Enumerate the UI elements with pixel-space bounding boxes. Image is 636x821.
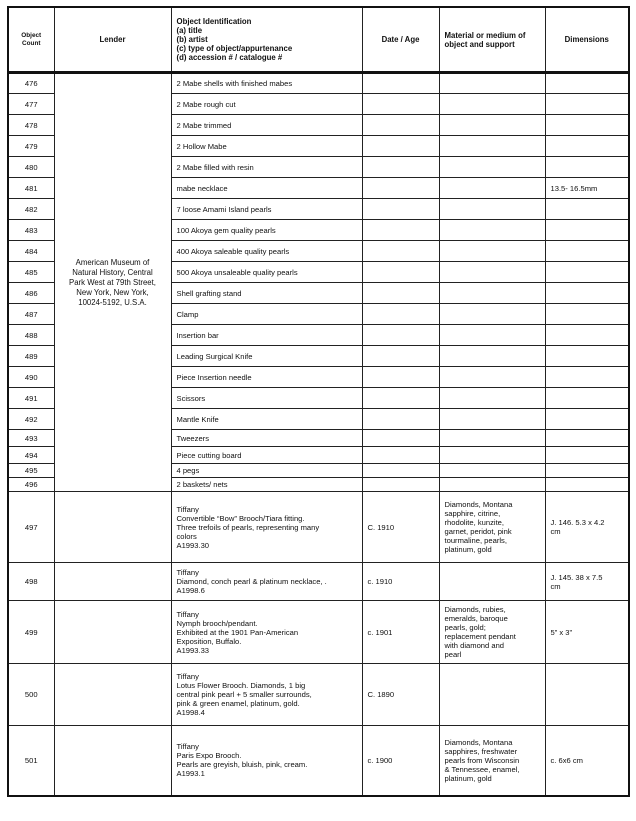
object-identification-cell	[171, 283, 362, 304]
header-ident-line: (b) artist	[176, 35, 208, 44]
identification-line: Exposition, Buffalo.	[176, 636, 242, 646]
object-identification-cell	[171, 115, 362, 136]
object-identification-cell	[171, 430, 362, 447]
date-age-cell	[362, 367, 439, 388]
date-age-cell: c. 1900	[362, 726, 439, 796]
identification-line: Shell grafting stand	[176, 288, 242, 298]
header-ident-line: (c) type of object/appurtenance	[176, 44, 293, 53]
dimensions-line: 13.5- 16.5mm	[550, 183, 598, 193]
object-identification-cell	[171, 199, 362, 220]
identification-line: Tiffany	[176, 672, 199, 681]
object-count-cell: 485	[8, 262, 54, 283]
dimensions-cell	[545, 115, 629, 136]
material-cell	[439, 492, 545, 563]
identification-line: pink & green enamel, platinum, gold.	[176, 699, 300, 708]
identification-line: Diamond, conch pearl & platinum necklace, .	[176, 577, 327, 586]
dimensions-cell	[545, 664, 629, 726]
header-object-count: Object Count	[8, 7, 54, 73]
identification-line: Tiffany	[176, 609, 199, 619]
object-count-cell: 501	[8, 726, 54, 796]
object-identification-cell	[171, 73, 362, 94]
object-count-cell: 489	[8, 346, 54, 367]
dimensions-cell	[545, 478, 629, 492]
object-count-cell: 494	[8, 447, 54, 464]
lender-cell	[54, 73, 171, 492]
object-count-cell: 477	[8, 94, 54, 115]
identification-line: Piece Insertion needle	[176, 372, 252, 382]
lender-line: Natural History, Central	[72, 267, 153, 277]
object-count-cell: 500	[8, 664, 54, 726]
object-count-cell: 479	[8, 136, 54, 157]
object-identification-cell	[171, 157, 362, 178]
identification-line: Lotus Flower Brooch. Diamonds, 1 big	[176, 681, 306, 690]
dimensions-cell	[545, 601, 629, 664]
object-count-cell: 499	[8, 601, 54, 664]
header-date-age: Date / Age	[362, 7, 439, 73]
dimensions-cell	[545, 73, 629, 94]
material-line: pearl	[444, 650, 462, 659]
dimensions-cell	[545, 94, 629, 115]
object-identification-cell	[171, 94, 362, 115]
dimensions-line: 5” x 3”	[550, 627, 573, 637]
date-age-cell	[362, 409, 439, 430]
material-line: platinum, gold	[444, 773, 492, 783]
identification-line: 100 Akoya gem quality pearls	[176, 225, 276, 235]
lender-line: 10024-5192, U.S.A.	[78, 297, 147, 307]
header-ident-line: (d) accession # / catalogue #	[176, 53, 283, 62]
identification-line: mabe necklace	[176, 183, 228, 193]
material-line: replacement pendant	[444, 632, 516, 641]
header-material: Material or medium of object and support	[439, 7, 545, 73]
identification-line: Mantle Knife	[176, 414, 219, 424]
material-cell	[439, 241, 545, 262]
object-identification-cell	[171, 464, 362, 478]
material-cell	[439, 178, 545, 199]
header-ident-line: Object Identification	[176, 17, 252, 26]
object-identification-cell	[171, 409, 362, 430]
object-identification-cell	[171, 325, 362, 346]
dimensions-cell	[545, 464, 629, 478]
dimensions-cell	[545, 388, 629, 409]
dimensions-line: J. 145. 38 x 7.5	[550, 572, 603, 582]
material-cell	[439, 464, 545, 478]
object-count-cell: 488	[8, 325, 54, 346]
table-body	[8, 73, 629, 796]
material-cell	[439, 304, 545, 325]
identification-line: Leading Surgical Knife	[176, 351, 253, 361]
material-line: & Tennessee, enamel,	[444, 764, 520, 774]
object-identification-cell	[171, 726, 362, 796]
date-age-cell: C. 1890	[362, 664, 439, 726]
header-row	[8, 7, 629, 73]
date-age-cell	[362, 115, 439, 136]
material-cell	[439, 447, 545, 464]
material-line: with diamond and	[444, 641, 505, 650]
material-line: rhodolite, kunzite,	[444, 518, 505, 527]
object-identification-cell	[171, 262, 362, 283]
material-line: platinum, gold	[444, 545, 492, 554]
dimensions-line: J. 146. 5.3 x 4.2	[550, 518, 605, 527]
date-age-cell	[362, 325, 439, 346]
header-ident-line: (a) title	[176, 26, 203, 35]
dimensions-line: c. 6x6 cm	[550, 755, 583, 765]
dimensions-cell	[545, 157, 629, 178]
object-count-cell: 492	[8, 409, 54, 430]
identification-line: A1998.4	[176, 708, 205, 717]
identification-line: A1998.6	[176, 586, 205, 595]
dimensions-cell	[545, 178, 629, 199]
object-count-cell: 481	[8, 178, 54, 199]
date-age-cell	[362, 199, 439, 220]
object-count-cell: 497	[8, 492, 54, 563]
date-age-cell	[362, 220, 439, 241]
identification-line: Clamp	[176, 309, 199, 319]
dimensions-cell	[545, 367, 629, 388]
object-identification-cell	[171, 304, 362, 325]
date-age-cell: c. 1910	[362, 563, 439, 601]
object-count-cell: 482	[8, 199, 54, 220]
identification-line: 7 loose Amami Island pearls	[176, 204, 272, 214]
object-identification-cell	[171, 241, 362, 262]
identification-line: 2 Hollow Mabe	[176, 141, 227, 151]
material-cell	[439, 367, 545, 388]
material-line: sapphire, citrine,	[444, 509, 501, 518]
identification-line: Scissors	[176, 393, 206, 403]
material-cell	[439, 115, 545, 136]
date-age-cell	[362, 94, 439, 115]
identification-line: Tiffany	[176, 568, 199, 577]
identification-line: colors	[176, 531, 197, 541]
material-cell	[439, 283, 545, 304]
object-identification-cell	[171, 367, 362, 388]
date-age-cell	[362, 388, 439, 409]
identification-line: Convertible “Bow” Brooch/Tiara fitting.	[176, 513, 305, 523]
lender-cell-empty	[54, 601, 171, 664]
material-line: garnet, peridot, pink	[444, 527, 512, 536]
dimensions-cell	[545, 304, 629, 325]
dimensions-cell	[545, 241, 629, 262]
dimensions-cell	[545, 325, 629, 346]
dimensions-line: cm	[550, 581, 561, 591]
material-cell	[439, 199, 545, 220]
material-cell	[439, 601, 545, 664]
material-cell	[439, 220, 545, 241]
date-age-cell	[362, 178, 439, 199]
material-cell	[439, 478, 545, 492]
table-row	[8, 601, 629, 664]
object-identification-cell	[171, 447, 362, 464]
table-row	[8, 664, 629, 726]
date-age-cell: C. 1910	[362, 492, 439, 563]
material-cell	[439, 409, 545, 430]
material-cell	[439, 94, 545, 115]
date-age-cell	[362, 73, 439, 94]
lender-cell-empty	[54, 664, 171, 726]
material-line: sapphires, freshwater	[444, 746, 518, 756]
object-identification-cell	[171, 492, 362, 563]
identification-line: Piece cutting board	[176, 450, 242, 460]
identification-line: 2 Mabe trimmed	[176, 120, 232, 130]
identification-line: A1993.30	[176, 540, 210, 550]
material-cell	[439, 325, 545, 346]
table-row	[8, 563, 629, 601]
date-age-cell	[362, 136, 439, 157]
identification-line: Pearls are greyish, bluish, pink, cream.	[176, 760, 308, 770]
date-age-cell	[362, 157, 439, 178]
material-cell	[439, 563, 545, 601]
dimensions-cell	[545, 136, 629, 157]
identification-line: Tiffany	[176, 504, 199, 514]
date-age-cell	[362, 447, 439, 464]
header-object-identification	[171, 7, 362, 73]
object-identification-cell	[171, 478, 362, 492]
identification-line: Nymph brooch/pendant.	[176, 618, 258, 628]
object-count-cell: 498	[8, 563, 54, 601]
identification-line: central pink pearl + 5 smaller surrounds,	[176, 690, 312, 699]
date-age-cell	[362, 283, 439, 304]
dimensions-cell	[545, 199, 629, 220]
identification-line: 2 Mabe rough cut	[176, 99, 236, 109]
material-line: Diamonds, Montana	[444, 737, 513, 747]
material-cell	[439, 346, 545, 367]
material-cell	[439, 726, 545, 796]
material-cell	[439, 388, 545, 409]
object-count-cell: 484	[8, 241, 54, 262]
material-line: emeralds, baroque	[444, 614, 508, 623]
object-identification-cell	[171, 388, 362, 409]
identification-line: 2 baskets/ nets	[176, 480, 228, 489]
object-count-cell: 483	[8, 220, 54, 241]
lender-cell-empty	[54, 563, 171, 601]
dimensions-cell	[545, 430, 629, 447]
header-dimensions: Dimensions	[545, 7, 629, 73]
object-count-cell: 496	[8, 478, 54, 492]
lender-cell-empty	[54, 492, 171, 563]
date-age-cell	[362, 464, 439, 478]
identification-line: 2 Mabe shells with finished mabes	[176, 79, 293, 88]
date-age-cell: c. 1901	[362, 601, 439, 664]
object-identification-cell	[171, 664, 362, 726]
object-count-cell: 491	[8, 388, 54, 409]
material-line: Diamonds, rubies,	[444, 605, 506, 614]
objects-table	[7, 6, 630, 797]
object-count-cell: 487	[8, 304, 54, 325]
lender-line: Park West at 79th Street,	[69, 277, 156, 287]
identification-line: Tiffany	[176, 742, 199, 752]
dimensions-cell	[545, 563, 629, 601]
object-count-cell: 478	[8, 115, 54, 136]
dimensions-cell	[545, 409, 629, 430]
identification-line: Paris Expo Brooch.	[176, 751, 242, 761]
table-row	[8, 726, 629, 796]
material-cell	[439, 157, 545, 178]
material-line: pearls from Wisconsin	[444, 755, 520, 765]
material-cell	[439, 73, 545, 94]
material-cell	[439, 664, 545, 726]
identification-line: Tweezers	[176, 433, 209, 443]
object-count-cell: 480	[8, 157, 54, 178]
material-cell	[439, 262, 545, 283]
material-line: tourmaline, pearls,	[444, 536, 507, 545]
date-age-cell	[362, 241, 439, 262]
dimensions-cell	[545, 447, 629, 464]
identification-line: 500 Akoya unsaleable quality pearls	[176, 267, 298, 277]
date-age-cell	[362, 430, 439, 447]
identification-line: A1993.1	[176, 769, 205, 779]
dimensions-cell	[545, 492, 629, 563]
lender-cell-empty	[54, 726, 171, 796]
object-identification-cell	[171, 178, 362, 199]
object-identification-cell	[171, 563, 362, 601]
object-identification-cell	[171, 601, 362, 664]
identification-line: A1993.33	[176, 645, 210, 655]
identification-line: Three trefoils of pearls, representing many	[176, 522, 320, 532]
identification-line: Exhibited at the 1901 Pan-American	[176, 627, 299, 637]
date-age-cell	[362, 346, 439, 367]
date-age-cell	[362, 304, 439, 325]
lender-line: New York, New York,	[76, 287, 149, 297]
material-cell	[439, 430, 545, 447]
object-count-cell: 493	[8, 430, 54, 447]
object-identification-cell	[171, 136, 362, 157]
object-count-cell: 490	[8, 367, 54, 388]
object-count-cell: 495	[8, 464, 54, 478]
dimensions-cell	[545, 283, 629, 304]
identification-line: 4 pegs	[176, 466, 200, 475]
date-age-cell	[362, 478, 439, 492]
object-identification-cell	[171, 220, 362, 241]
material-line: Diamonds, Montana	[444, 500, 513, 509]
dimensions-cell	[545, 220, 629, 241]
dimensions-cell	[545, 346, 629, 367]
identification-line: Insertion bar	[176, 330, 219, 340]
object-count-cell: 486	[8, 283, 54, 304]
date-age-cell	[362, 262, 439, 283]
object-count-cell: 476	[8, 73, 54, 94]
identification-line: 2 Mabe filled with resin	[176, 162, 254, 172]
identification-line: 400 Akoya saleable quality pearls	[176, 246, 290, 256]
table-row	[8, 492, 629, 563]
material-cell	[439, 136, 545, 157]
table-row	[8, 73, 629, 94]
object-identification-cell	[171, 346, 362, 367]
dimensions-line: cm	[550, 527, 561, 536]
lender-line: American Museum of	[75, 257, 150, 267]
material-line: pearls, gold;	[444, 623, 486, 632]
dimensions-cell	[545, 726, 629, 796]
dimensions-cell	[545, 262, 629, 283]
header-lender: Lender	[54, 7, 171, 73]
